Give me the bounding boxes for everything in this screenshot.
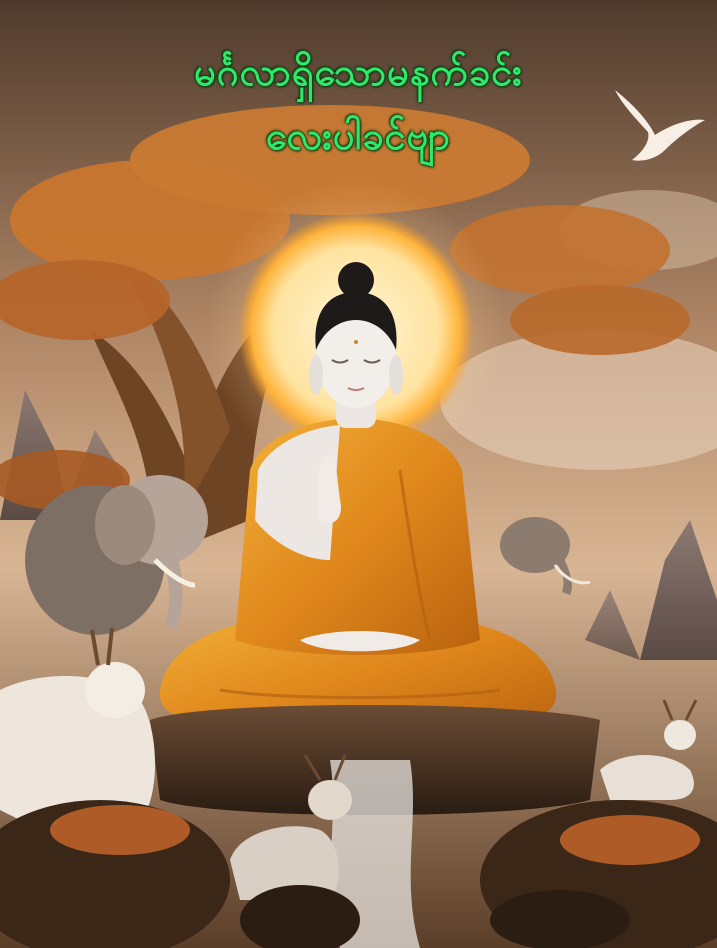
greeting-title-line2: လေးပါခင်ဗျာ: [266, 114, 451, 158]
greeting-title-line1: မင်္ဂလာရှိသောမနက်ခင်း: [194, 50, 523, 94]
